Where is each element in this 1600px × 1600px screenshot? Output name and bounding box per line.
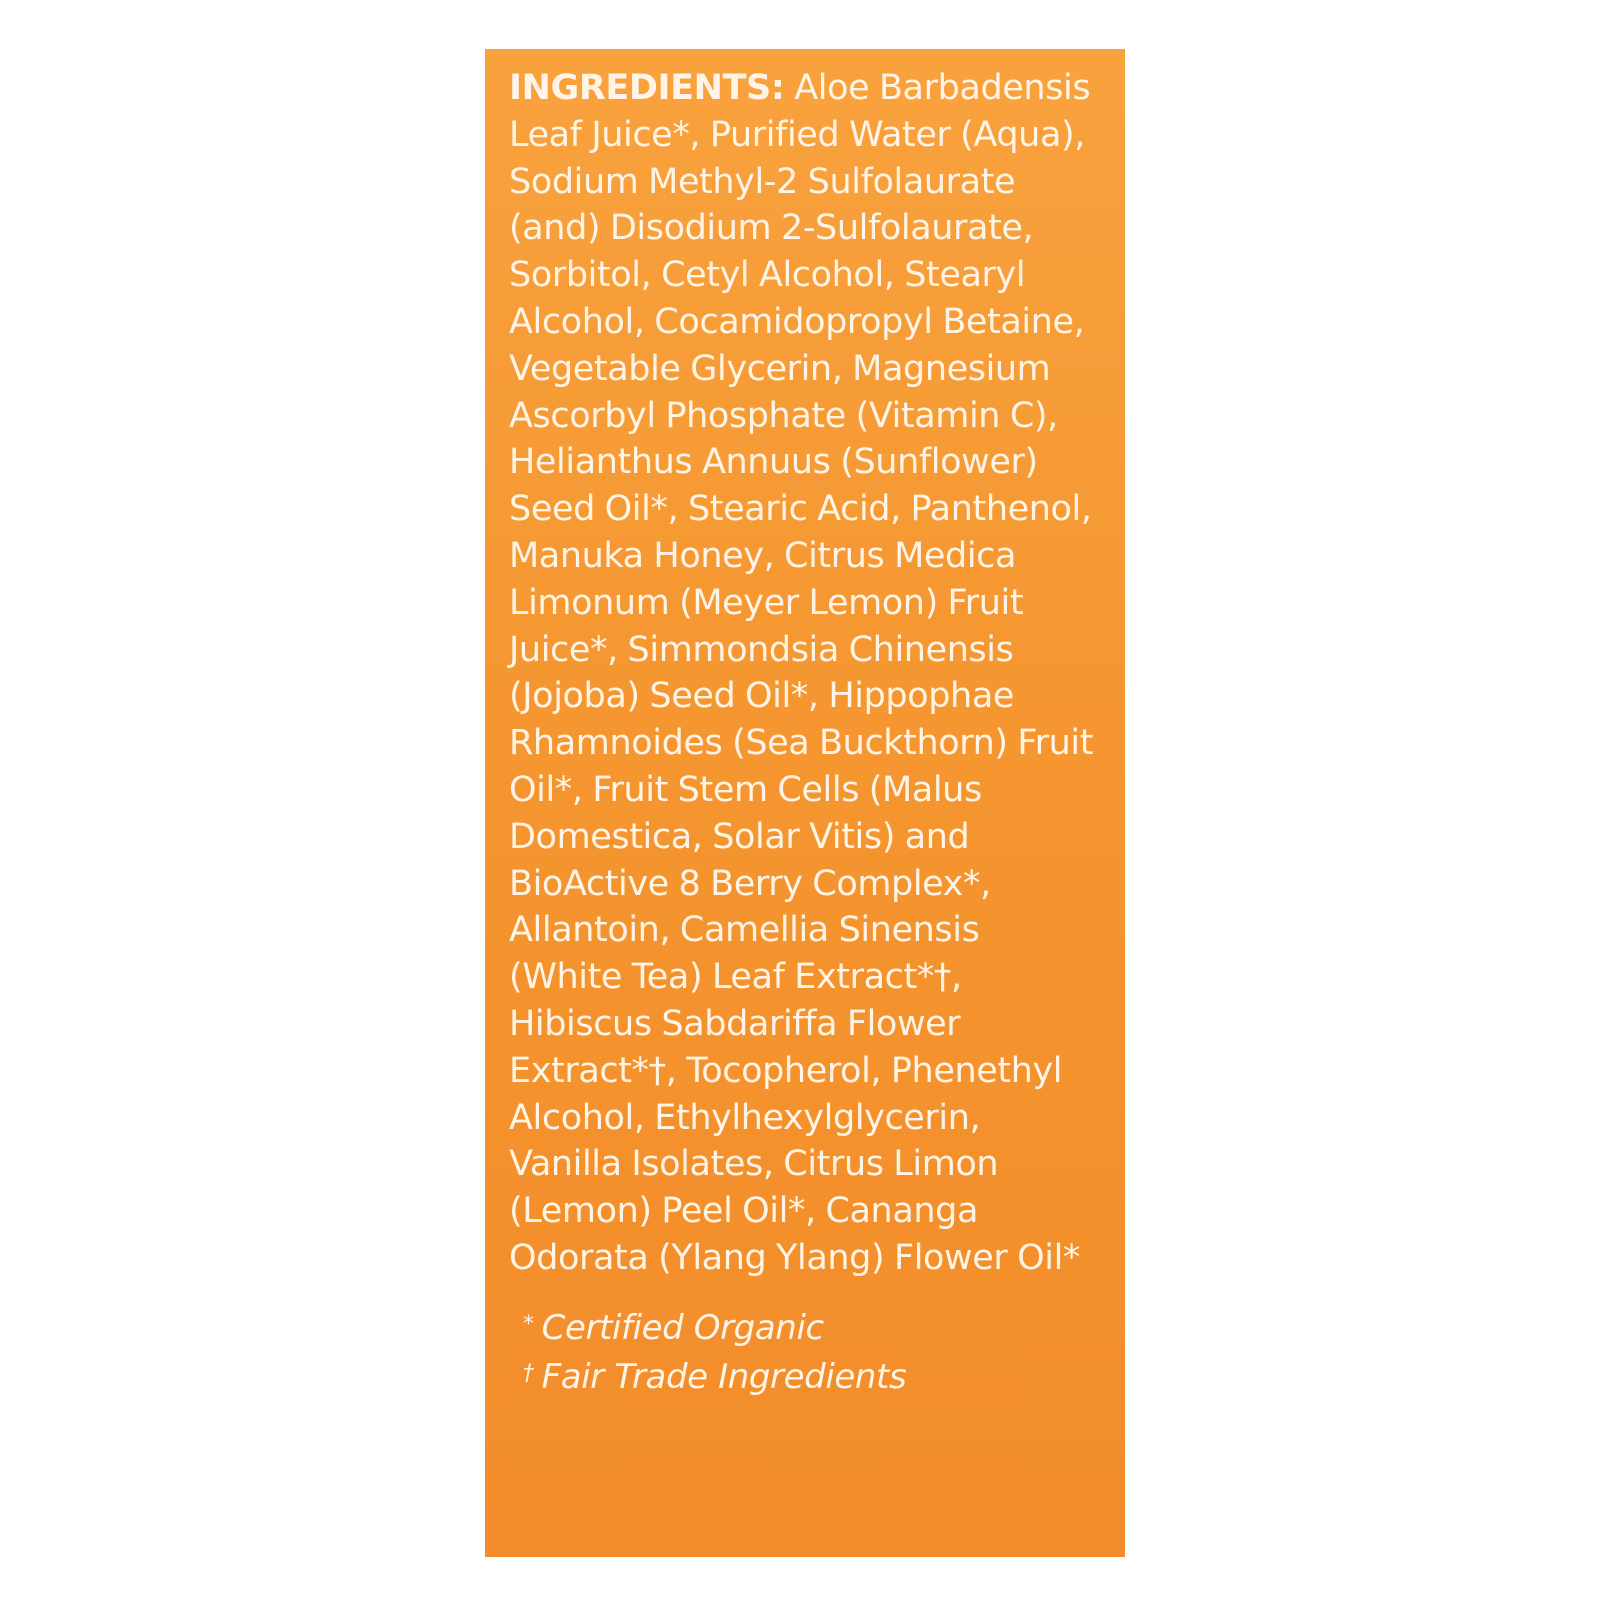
- footnote-fair-trade: [523, 1351, 1097, 1400]
- footnote-text: Fair Trade Ingredients: [541, 1356, 907, 1397]
- footnotes: [509, 1302, 1097, 1400]
- footnote-certified-organic: [523, 1302, 1097, 1351]
- asterisk-mark: *: [523, 1311, 534, 1337]
- ingredients-label-panel: [485, 49, 1125, 1557]
- ingredients-list: [509, 65, 1097, 1282]
- ingredients-heading: INGREDIENTS:: [509, 68, 785, 108]
- footnote-text: Certified Organic: [541, 1307, 824, 1348]
- ingredients-text: Aloe Barbadensis Leaf Juice*, Purified Water (Aqua), Sodium Methyl-2 Sulfolaurate (and) Disodium 2-Sulfolaurate, Sorbitol, Cetyl Alcohol, Stearyl Alcohol, Cocamidopropyl Betaine, Vegetable Glycerin, Magnesium Ascorbyl Phosphate (Vitamin C), Helianthus Annuus (Sunflower) Seed Oil*, Stearic Acid, Panthenol, Manuka Honey, Citrus Medica Limonum (Meyer Lemon) Fruit Juice*, Simmondsia Chinensis (Jojoba) Seed Oil*, Hippophae Rhamnoides (Sea Buckthorn) Fruit Oil*, Fruit Stem Cells (Malus Domestica, Solar Vitis) and BioActive 8 Berry Complex*, Allantoin, Camellia Sinensis (White Tea) Leaf Extract*†, Hibiscus Sabdariffa Flower Extract*†, Tocopherol, Phenethyl Alcohol, Ethylhexylglycerin, Vanilla Isolates, Citrus Limon (Lemon) Peel Oil*, Cananga Odorata (Ylang Ylang) Flower Oil*: [509, 68, 1094, 1278]
- dagger-mark: †: [523, 1360, 534, 1386]
